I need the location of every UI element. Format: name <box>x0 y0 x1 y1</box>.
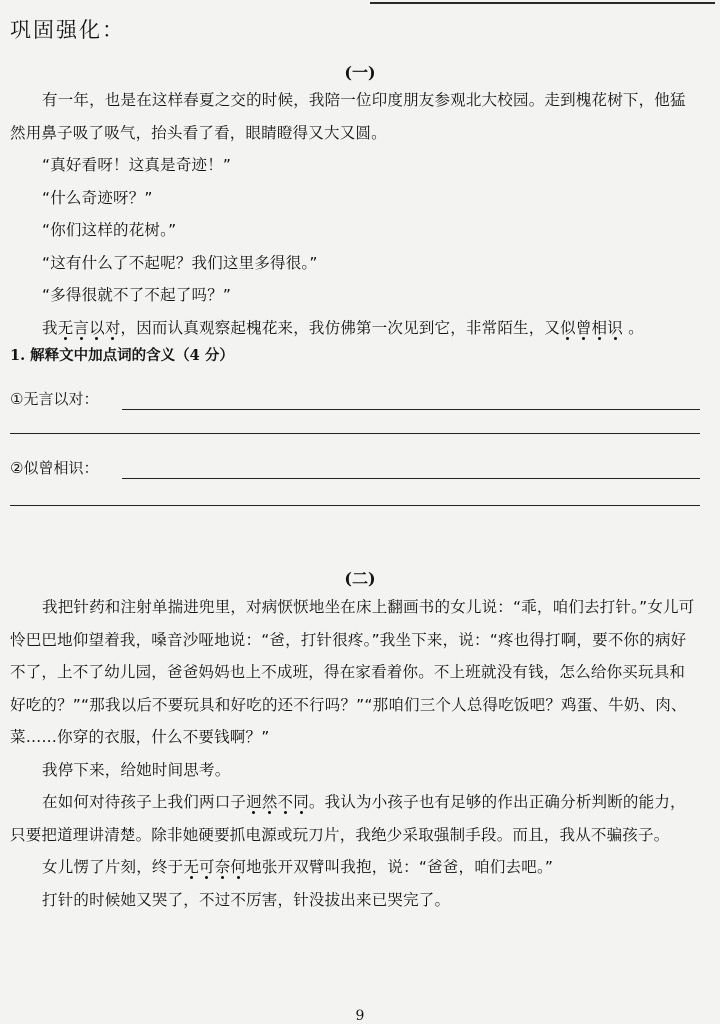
passage-1-paragraph: 有一年，也是在这样春夏之交的时候，我陪一位印度朋友参观北大校园。走到槐花树下，他猛然用鼻子吸了吸气，抬头看了看，眼睛瞪得又大又圆。 <box>10 91 686 142</box>
answer-line[interactable] <box>122 478 700 479</box>
emphasis-char: 曾 <box>575 318 592 337</box>
passage-2-paragraph: 在如何对待孩子上我们两口子迥然不同。我认为小孩子也有足够的作出正确分析判断的能力，只要把道理讲清楚。除非她硬要抓电源或玩刀片，我绝少采取强制手段。而且，我从不骗孩子。 <box>10 793 686 844</box>
answer-row-2 <box>10 459 700 481</box>
dotted-word <box>246 793 309 811</box>
passage-2-paragraph: 打针的时候她又哭了，不过不厉害，针没拔出来已哭完了。 <box>42 890 451 909</box>
answer-line[interactable] <box>122 409 700 410</box>
answer-row-1 <box>10 390 700 412</box>
passage-2-paragraph: 我把针药和注射单揣进兜里，对病恹恹地坐在床上翻画书的女儿说：“乖，咱们去打针。”女儿可怜巴巴地仰望着我，嗓音沙哑地说：“爸，打针很疼。”我坐下来，说：“疼也得打啊，要不你的病好不了，上不了幼儿园，爸爸妈妈也上不成班，得在家看着你。不上班就没有钱，怎么给你买玩具和好吃的？”“那我以后不要玩具和好吃的还不行吗？”“那咱们三个人总得吃饭吧？鸡蛋、牛奶、肉、菜……你穿的衣服，什么不要钱啊？” <box>10 598 695 746</box>
dotted-word <box>183 858 246 876</box>
passage-1-dialogue: “这有什么了不起呢？我们这里多得很。” <box>42 253 318 272</box>
emphasis-char: 奈 <box>214 858 231 876</box>
emphasis-char: 言 <box>73 318 90 337</box>
section-2-passage <box>10 591 700 916</box>
answer-line[interactable] <box>10 505 700 506</box>
emphasis-char: 无 <box>57 318 74 337</box>
emphasis-char: 何 <box>230 858 247 876</box>
section-2-title: (二) <box>344 569 376 588</box>
emphasis-char: 不 <box>277 793 294 811</box>
emphasis-char: 无 <box>183 858 200 876</box>
passage-2-paragraph: 我停下来，给她时间思考。 <box>42 760 231 779</box>
emphasis-char: 似 <box>560 318 576 337</box>
dotted-word <box>560 319 623 337</box>
answer-label: ②似曾相识： <box>10 457 102 478</box>
question-1-title: 1. 解释文中加点词的含义（4 分） <box>10 347 234 364</box>
emphasis-char: 识 <box>607 318 623 337</box>
page-heading: 巩固强化： <box>10 18 125 42</box>
passage-2-paragraph: 女儿愣了片刻，终于无可奈何地张开双臂叫我抱，说：“爸爸，咱们去吧。” <box>42 858 554 876</box>
section-1-title: (一) <box>344 63 376 82</box>
emphasis-char: 以 <box>89 318 105 337</box>
emphasis-char: 相 <box>591 318 608 337</box>
answer-label: ①无言以对： <box>10 388 102 409</box>
emphasis-char: 可 <box>199 858 215 876</box>
passage-1-dialogue: “什么奇迹呀？” <box>42 188 153 207</box>
passage-1-dialogue: “多得很就不了不起了吗？” <box>42 286 232 304</box>
answer-line[interactable] <box>10 433 700 434</box>
passage-1-dialogue: “真好看呀！这真是奇迹！” <box>42 156 232 174</box>
page-number: 9 <box>355 1008 365 1024</box>
section-1-passage <box>10 84 700 344</box>
emphasis-char: 然 <box>261 793 278 811</box>
emphasis-char: 迥 <box>246 793 262 811</box>
emphasis-char: 对 <box>104 318 121 337</box>
dotted-word <box>58 319 121 337</box>
passage-1-dialogue: “你们这样的花树。” <box>42 221 177 239</box>
passage-1-paragraph: 我无言以对，因而认真观察起槐花来，我仿佛第一次见到它，非常陌生，又似曾相识 。 <box>42 318 644 337</box>
emphasis-char: 同 <box>293 793 309 811</box>
top-rule <box>370 2 715 4</box>
